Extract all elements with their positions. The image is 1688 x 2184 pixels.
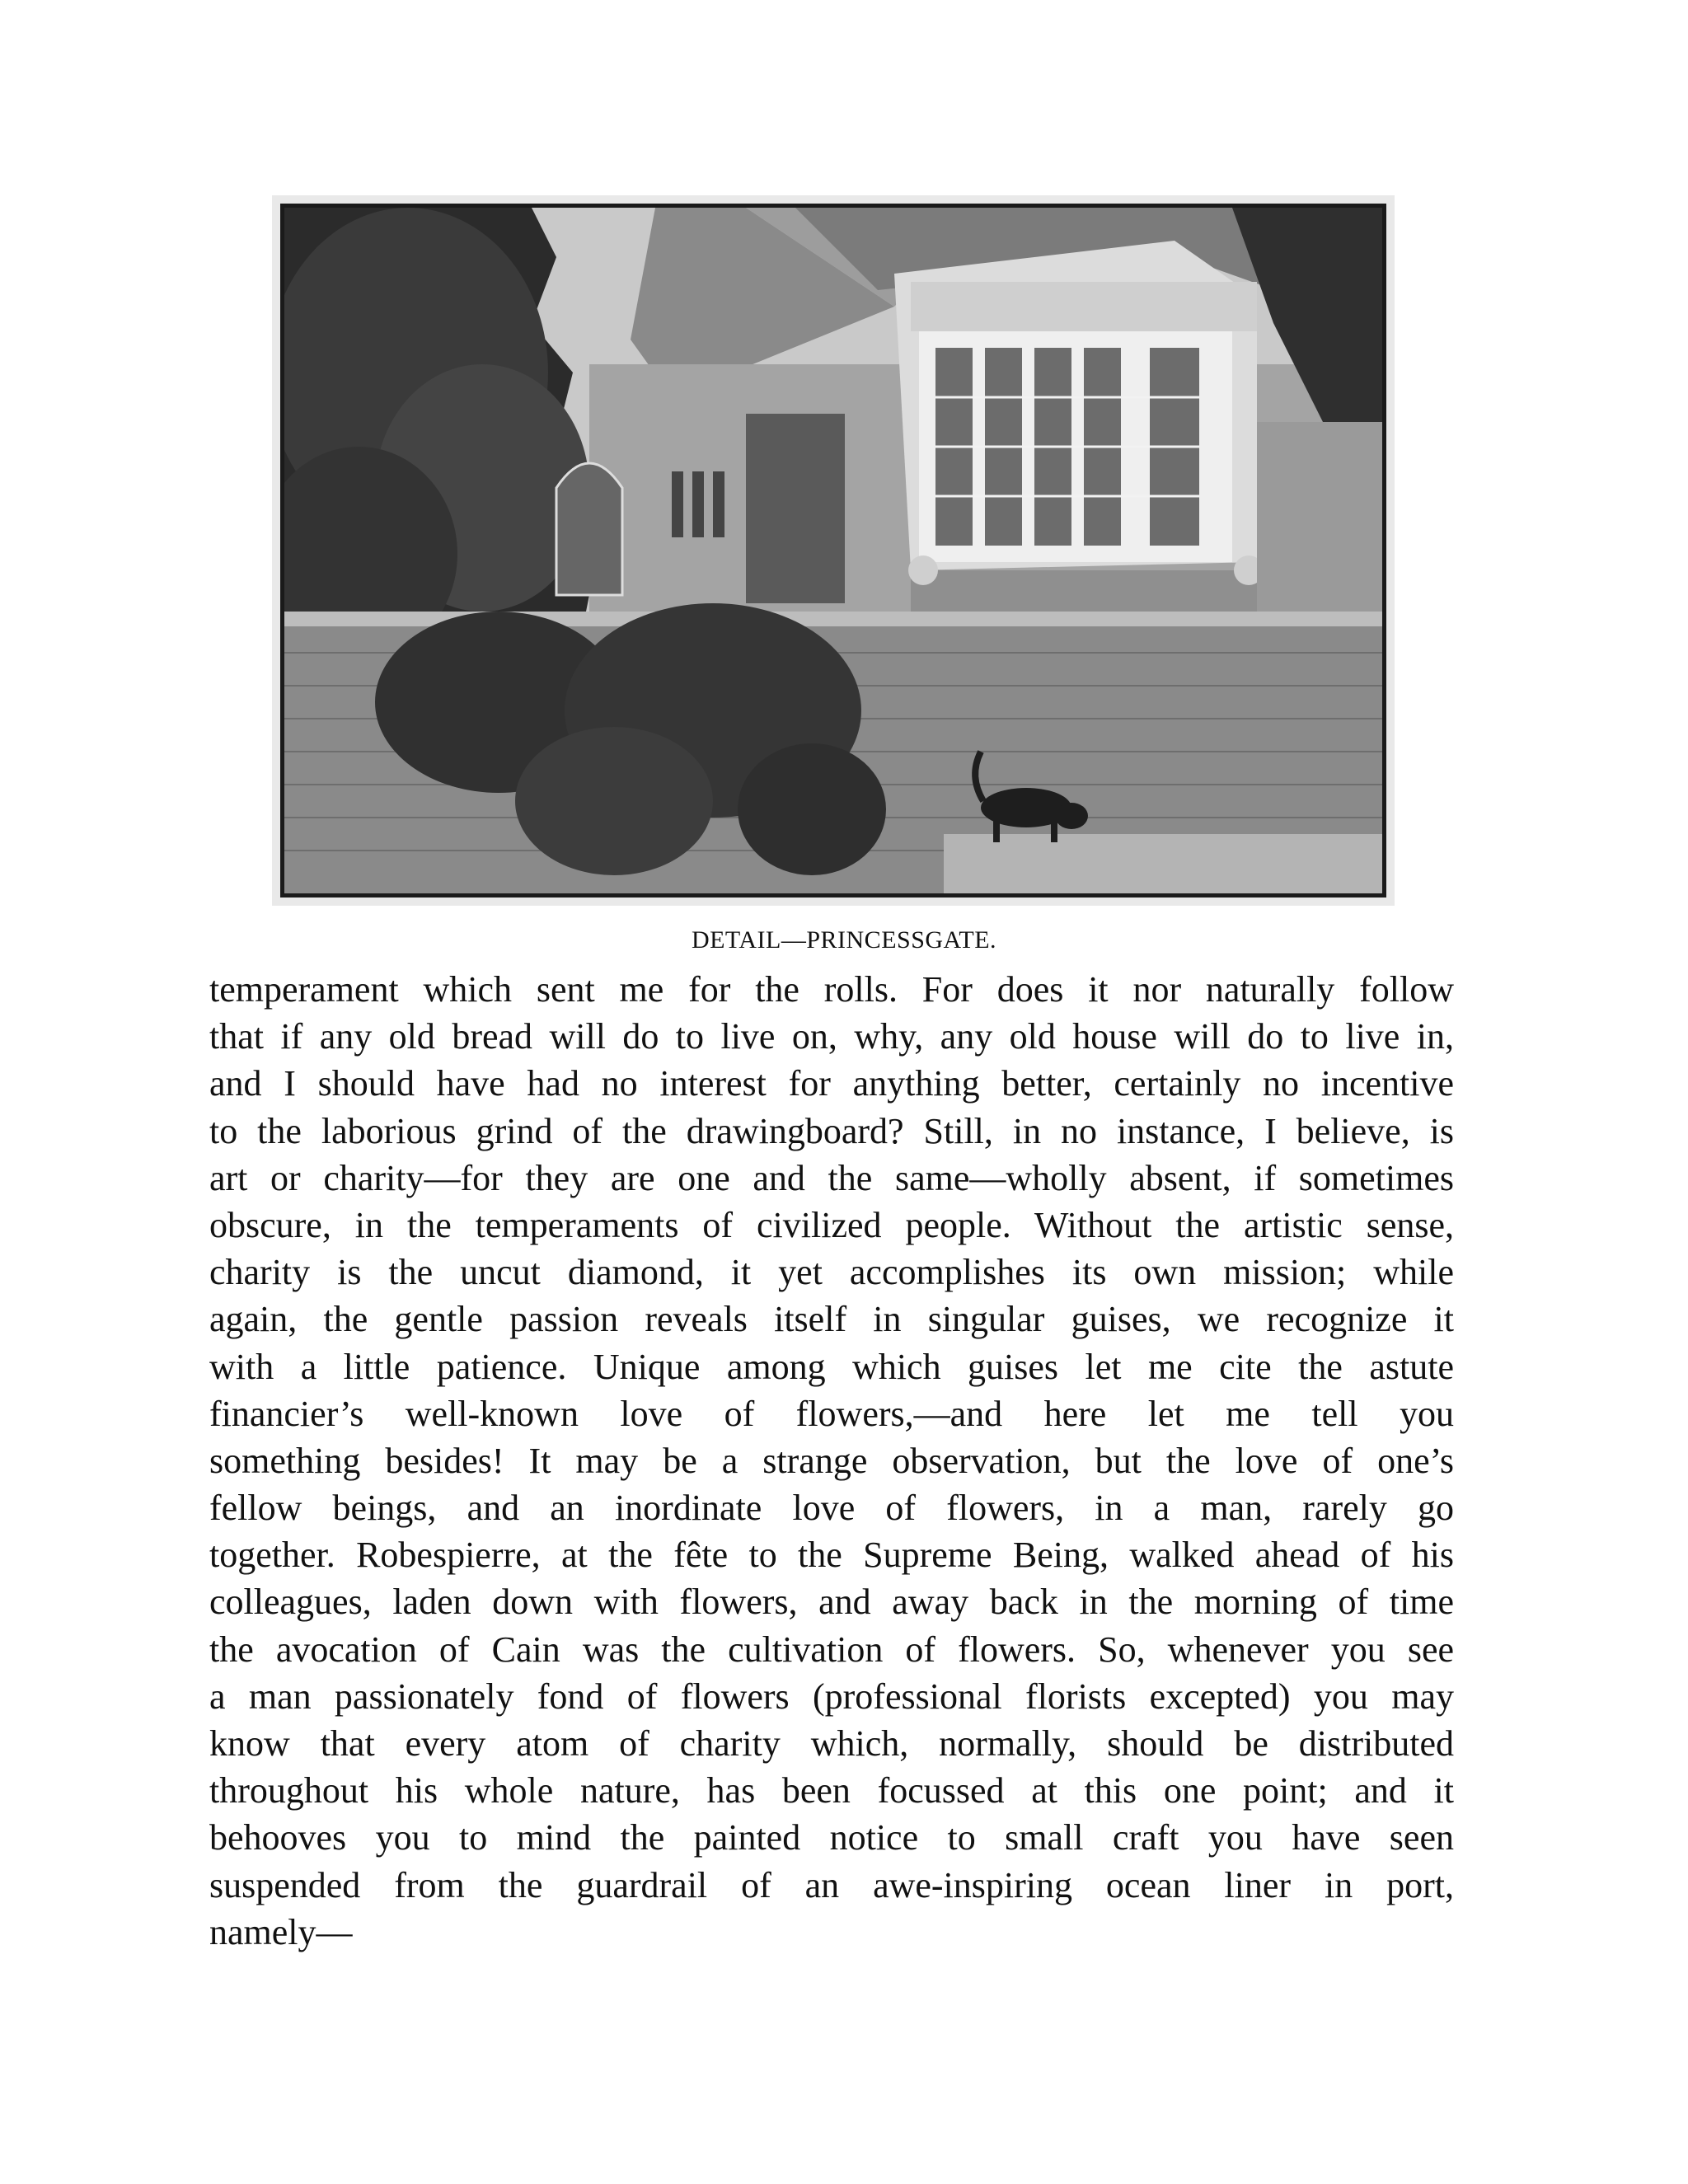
text-line: temperament which sent me for the rolls. For does it nor naturally follow (209, 969, 1454, 1010)
text-line: with a little patience. Unique among which guises let me cite the astute (209, 1346, 1454, 1387)
text-line: a man passionately fond of flowers (professional florists excepted) you may (209, 1675, 1454, 1717)
text-line: throughout his whole nature, has been focussed at this one point; and it (209, 1770, 1454, 1811)
text-line: art or charity—for they are one and the same—wholly absent, if sometimes (209, 1157, 1454, 1198)
house-photo (280, 204, 1386, 898)
text-line: and I should have had no interest for anything better, certainly no incentive (209, 1063, 1454, 1104)
text-line: colleagues, laden down with flowers, and away back in the morning of time (209, 1582, 1454, 1623)
text-line: financier’s well-known love of flowers,—and here let me tell you (209, 1393, 1454, 1434)
text-line: fellow beings, and an inordinate love of flowers, in a man, rarely go (209, 1488, 1454, 1529)
photo-plate (272, 195, 1395, 906)
body-text (209, 966, 1454, 1956)
text-line: suspended from the guardrail of an awe-inspiring ocean liner in port, (209, 1864, 1454, 1905)
figure-caption: DETAIL—PRINCESSGATE. (691, 926, 997, 954)
text-line: that if any old bread will do to live on, why, any old house will do to live in, (209, 1016, 1454, 1057)
text-line: again, the gentle passion reveals itself in singular guises, we recognize it (209, 1299, 1454, 1340)
text-line: know that every atom of charity which, normally, should be distributed (209, 1723, 1454, 1764)
text-line: the avocation of Cain was the cultivation of flowers. So, whenever you see (209, 1629, 1454, 1670)
text-line: together. Robespierre, at the fête to the Supreme Being, walked ahead of his (209, 1535, 1454, 1576)
text-line: charity is the uncut diamond, it yet accomplishes its own mission; while (209, 1252, 1454, 1293)
text-line: to the laborious grind of the drawingboard? Still, in no instance, I believe, is (209, 1110, 1454, 1151)
text-line: behooves you to mind the painted notice to small craft you have seen (209, 1817, 1454, 1858)
text-line: something besides! It may be a strange observation, but the love of one’s (209, 1440, 1454, 1481)
house-photo-illustration (284, 208, 1382, 893)
text-line: namely— (209, 1911, 353, 1952)
text-line: obscure, in the temperaments of civilized people. Without the artistic sense, (209, 1204, 1454, 1245)
